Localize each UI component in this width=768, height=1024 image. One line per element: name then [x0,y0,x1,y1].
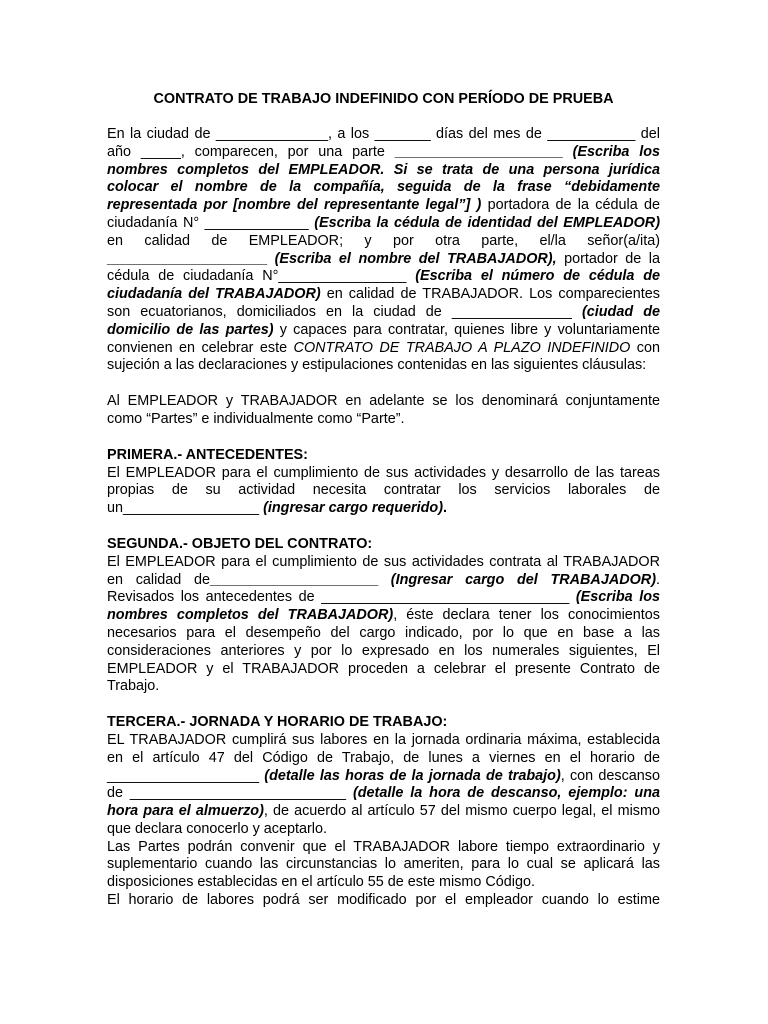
position-blank: _____________________ [210,571,391,588]
clause-tercera-overtime: Las Partes podrán convenir que el TRABAJADOR labore tiempo extraordinario y suplementario cuando las circunstancias lo ameriten, para lo cual se aplicará las disposiciones establecidas en el artículo 55 de este mismo Código. [107,838,660,891]
break-instruction: (detalle la hora de descanso, ejemplo: una hora para el almuerzo) [107,785,660,820]
clause-text: , éste declara tener los conocimientos necesarios para el desempeño del cargo indicado, por lo que en base a las consideraciones anteriores y por lo expresado en los numerales siguientes, El EMPLEADOR y el TRABAJADOR proceden a celebrar el presente Contrato de Trabajo. [107,607,660,695]
worker-name-instruction: (Escriba los nombres completos del TRABAJADOR) [107,589,660,624]
contract-type-italic: CONTRATO DE TRABAJO A PLAZO INDEFINIDO [293,339,631,356]
clause-text: El EMPLEADOR para el cumplimiento de sus actividades contrata al TRABAJADOR en calidad de [107,553,660,588]
position-instruction: (Ingresar cargo del TRABAJADOR) [390,571,656,588]
intro-text: portador de la cédula de ciudadanía N°________________ [107,250,660,285]
clause-text: El EMPLEADOR para el cumplimiento de sus actividades y desarrollo de las tareas propias de su actividad necesita contratar los servicios laborales de un_________________ [107,464,660,517]
clause-text: EL TRABAJADOR cumplirá sus labores en la jornada ordinaria máxima, establecida en el artículo 47 del Código de Trabajo, de lunes a viernes en el horario de ___________________ [107,731,660,784]
intro-paragraph [107,126,660,375]
document-title: CONTRATO DE TRABAJO INDEFINIDO CON PERÍODO DE PRUEBA [153,91,614,107]
worker-id-instruction: (Escriba el número de cédula de ciudadanía del TRABAJADOR) [107,268,660,303]
clause-tercera-schedule: El horario de labores podrá ser modificado por el empleador cuando lo estime [107,892,660,909]
hours-instruction: (detalle las horas de la jornada de trabajo) [264,767,561,784]
clause-primera-heading: PRIMERA.- ANTECEDENTES: [107,446,308,463]
clause-text: , de acuerdo al artículo 57 del mismo cuerpo legal, el mismo que declara conocerlo y aceptarlo. [107,803,660,837]
employer-id-instruction: (Escriba la cédula de identidad del EMPLEADOR) [314,214,660,231]
clause-tercera-body [107,732,660,839]
city-instruction: (ciudad de domicilio de las partes) [107,303,660,338]
employer-instruction: (Escriba los nombres completos del EMPLEADOR. Si se trata de una persona jurídica colocar el nombre de la compañía, seguida de la frase “debidamente representada por [nombre del representante legal”] ) [107,143,660,214]
clause-text: , con descanso de ___________________________ [107,767,660,802]
intro-text: portadora de la cédula de ciudadanía N° _____________ [107,197,660,231]
intro-text: En la ciudad de ______________, a los _______ días del mes de ___________ del año _____, comparecen, por una parte [107,126,660,160]
employer-blank: _____________________ [394,143,573,160]
position-instruction: (ingresar cargo requerido) [263,500,444,517]
parties-paragraph: Al EMPLEADOR y TRABAJADOR en adelante se los denominará conjuntamente como “Partes” e individualmente como “Parte”. [107,393,660,427]
intro-text: en calidad de EMPLEADOR; y por otra parte, el/la señor(a/ita) [107,232,660,249]
worker-name-instruction: (Escriba el nombre del TRABAJADOR), [274,250,557,267]
clause-text: . [443,500,448,517]
worker-blank: ____________________ [107,250,275,267]
intro-text: en calidad de TRABAJADOR. Los comparecientes son ecuatorianos, domiciliados en la ciudad de _______________ [107,286,660,320]
clause-segunda-body [107,554,660,696]
intro-text: y capaces para contratar, quienes libre y voluntariamente convienen en celebrar este [107,321,660,356]
clause-primera-body [107,465,660,518]
clause-segunda-heading: SEGUNDA.- OBJETO DEL CONTRATO: [107,535,373,552]
clause-tercera-heading: TERCERA.- JORNADA Y HORARIO DE TRABAJO: [107,714,448,731]
intro-text: con sujeción a las declaraciones y estipulaciones contenidas en las siguientes cláusulas: [107,339,660,374]
clause-text: . Revisados los antecedentes de _______________________________ [107,571,660,606]
